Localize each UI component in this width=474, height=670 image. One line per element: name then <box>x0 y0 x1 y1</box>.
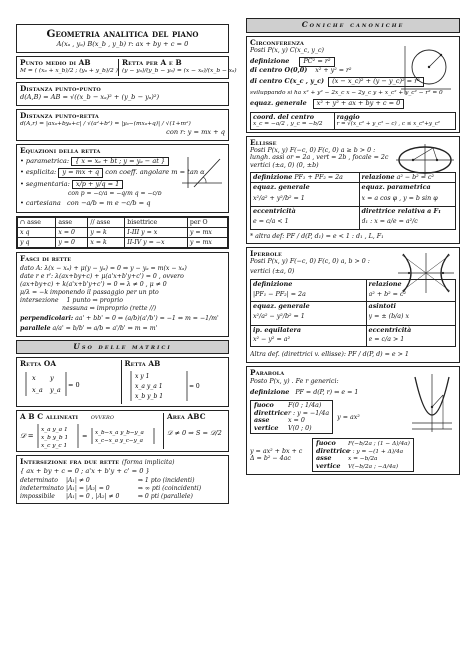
parabola-general-block <box>250 438 456 473</box>
segment-label: segmentaria: <box>25 179 70 188</box>
midpoint-title: Punto medio di AB <box>20 57 91 67</box>
case-result: ⇒ 0 pti (parallele) <box>137 492 193 500</box>
list-item <box>254 402 329 409</box>
pencil-line-4: μ/λ = −k imponendo il passaggio per un pto <box>20 288 159 296</box>
ellipse-note: * altra def: PF / d(P, d₁) = e < 1 : d₁ , L, F₁ <box>250 233 384 241</box>
hyperbola-ecc-label: eccentricità <box>368 325 412 334</box>
segment-formula: x/p + y/q = 1 <box>72 180 123 189</box>
hyperbola-asym-formula: y = ± (b/a) x <box>368 313 410 321</box>
table-row <box>18 227 228 237</box>
parabola-section <box>246 366 460 475</box>
circle-section <box>246 36 460 133</box>
parabola-prop-value: x = −b/2a <box>348 456 378 463</box>
table-cell: x = k <box>88 238 125 248</box>
table-row <box>251 112 456 129</box>
list-item <box>254 425 329 432</box>
line-types-header-cell: asse <box>56 217 88 227</box>
line-ab-matrix-title: Retta AB <box>124 359 161 369</box>
point-line-note: con r: y = mx + q <box>166 128 225 136</box>
collinear-matrix <box>20 422 160 450</box>
perpendicular-row <box>20 315 225 322</box>
ellipse-param-label: equaz. parametrica <box>361 183 431 192</box>
pencil-line-1: dato A: λ(x − xₐ) + μ(y − yₐ) = 0 ⇒ y − yₐ = m(x − xₐ) <box>20 264 187 272</box>
svg-text:= 0: = 0 <box>68 380 80 389</box>
ellipse-axes: lungh. assi or = 2a , vert = 2b , focale = 2c <box>250 154 389 162</box>
table-cell <box>366 325 455 347</box>
intersection-improper: nessuna ⇒ improprio (rette //) <box>62 305 157 313</box>
parabola-prop-label: direttrice <box>254 409 288 417</box>
svg-text:y: y <box>50 373 54 382</box>
ellipse-gen-label: equaz. generale <box>253 183 310 192</box>
segment-item: • segmentaria: x/p + y/q = 1 <box>20 180 225 189</box>
collinear-block <box>20 413 163 449</box>
hyperbola-figure <box>397 252 455 294</box>
intersection-row <box>20 297 225 304</box>
line-ab-matrix-block <box>121 360 226 404</box>
ellipse-def-label: definizione <box>253 172 293 181</box>
parabola-eq1: y = ax² <box>337 413 360 421</box>
midpoint-block <box>20 59 118 76</box>
line-types-header-row <box>18 217 228 227</box>
distance-title: Distanza punto-punto <box>20 83 101 93</box>
intersection-title-text: Intersezione fra due rette <box>20 457 120 467</box>
svg-text:=: = <box>82 431 88 440</box>
circle-general-row <box>250 99 456 108</box>
line-ab-block <box>118 59 237 76</box>
svg-text:x_b y_b 1: x_b y_b 1 <box>134 392 163 400</box>
explicit-note: con coeff. angolare m = tan α <box>105 168 205 177</box>
svg-text:x_a: x_a <box>32 385 43 394</box>
page-title: Geometria analitica del piano <box>46 28 199 40</box>
area-block <box>163 413 225 449</box>
table-cell <box>251 325 367 347</box>
line-matrix-section <box>16 357 229 407</box>
hyperbola-eq-formula: x² − y² = a² <box>253 335 290 343</box>
table-cell: y = k <box>88 227 125 237</box>
ellipse-ecc-label: eccentricità <box>253 206 296 215</box>
ellipse-figure <box>395 143 455 177</box>
table-cell <box>334 112 455 129</box>
svg-text:x: x <box>32 373 36 382</box>
intersection-label: intersezione <box>20 297 59 305</box>
line-equations-title: Equazioni della retta <box>20 145 101 155</box>
case-label: determinato <box>20 476 58 484</box>
line-oa-title: Retta OA <box>20 359 57 369</box>
circle-def-formula: PC² = r² <box>299 57 334 66</box>
parabola-general-eq <box>250 448 312 462</box>
hyperbola-def-label: definizione <box>253 280 293 289</box>
circle-expanded: sviluppando si ha x² + y² − 2x_c x − 2y_c y + x_c² + y_c² − r² = 0 <box>250 89 443 96</box>
intersection-section <box>16 455 229 503</box>
list-item <box>316 455 410 463</box>
hyperbola-ecc-formula: e = c/a > 1 <box>368 335 405 343</box>
point-line-formula: d(A,r) = |axₐ+byₐ+c| / √(a²+b²) = |yₐ−(mxₐ+q)| / √(1+m²) <box>20 121 191 128</box>
segment-note: con p = −c/a = −q/m q = −c/b <box>68 191 162 198</box>
svg-text:x_c−x_a y_c−y_a: x_c−x_a y_c−y_a <box>95 437 143 444</box>
hyperbola-note: Altra def. (direttrici v. ellisse): PF / d(P, d) = e > 1 <box>250 351 409 359</box>
table-cell <box>251 280 367 302</box>
table-cell <box>251 206 360 230</box>
list-item <box>20 477 225 484</box>
line-types-header-cell: ∩ asse <box>18 217 56 227</box>
table-cell: x q <box>18 227 56 237</box>
line-ab-matrix <box>125 369 215 403</box>
left-column <box>16 24 237 507</box>
parabola-prop-label: vertice <box>254 424 279 432</box>
circle-center-c-formula: (x − x_c)² + (y − y_c)² = r² <box>328 77 424 86</box>
svg-text:= 0: = 0 <box>188 382 200 390</box>
perpendicular-label: perpendicolari: <box>20 315 74 323</box>
case-label: impossibile <box>20 492 55 500</box>
svg-text:x_a y_a 1: x_a y_a 1 <box>134 382 163 390</box>
svg-text:y_a: y_a <box>50 385 61 394</box>
table-cell: x = 0 <box>56 227 88 237</box>
parabola-prop-label: asse <box>316 455 332 463</box>
parabola-prop-value: F(0 ; 1/4a) <box>288 402 322 410</box>
line-angle-figure <box>180 155 224 189</box>
svg-text:x_b y_b 1: x_b y_b 1 <box>41 434 69 441</box>
circle-figure <box>399 45 453 95</box>
svg-text:x_b−x_a y_b−y_a: x_b−x_a y_b−y_a <box>95 429 144 436</box>
case-label: indeterminato <box>20 484 64 492</box>
circle-general-label: equaz. generale <box>250 99 307 108</box>
distance-formula: d(A,B) = AB = √((x_b − xₐ)² + (y_b − yₐ)²) <box>20 94 160 102</box>
circle-center-c-label: di centro C(x_c , y_c) <box>250 77 325 86</box>
parametric-item: • parametrica: { x = xₐ + bt ; y = yₐ − at } <box>20 157 225 166</box>
ellipse-def-formula: PF₁ + PF₂ = 2a <box>294 173 343 181</box>
case-condition: |A₁| = |A₂| = 0 <box>65 484 110 492</box>
ellipse-section <box>246 136 460 244</box>
line-ab-title: Retta per A e B <box>121 57 182 67</box>
ellipse-dir-formula: d₁ : x = a/e = a²/c <box>361 218 418 226</box>
case-condition: |A₁| = 0 , |A₂| ≠ 0 <box>65 492 120 500</box>
table-cell: I-III y = x <box>125 227 188 237</box>
hyperbola-rel-label: relazione <box>368 280 402 289</box>
title-section <box>16 24 229 53</box>
line-types-table <box>17 217 228 248</box>
ellipse-title: Ellisse <box>250 137 277 147</box>
ellipse-dir-label: direttrice relativa a F₁ <box>361 206 441 215</box>
line-ab-formula: (y − yₐ)/(y_b − yₐ) = (x − xₐ)/(x_b − xₐ) <box>121 68 237 75</box>
hyperbola-section <box>246 247 460 364</box>
table-cell: II-IV y = −x <box>125 238 188 248</box>
circle-coord-formula: x_c = −a/2 , y_c = −b/2 <box>253 121 323 128</box>
collinear-or: ovvero <box>90 412 115 422</box>
parabola-prop-value: r : y = −1/4a <box>288 409 330 417</box>
collinear-section <box>16 410 229 452</box>
svg-text:x_a y_a 1: x_a y_a 1 <box>41 426 68 433</box>
matrix-header: Uso delle matrici <box>16 340 229 355</box>
parabola-delta: Δ = b² − 4ac <box>250 455 291 463</box>
ellipse-vertices: vertici (±a, 0) (0, ±b) <box>250 161 319 169</box>
parabola-prop-label: fuoco <box>254 402 274 410</box>
explicit-label: esplicita: <box>25 168 57 177</box>
table-cell: y = mx <box>187 238 227 248</box>
parabola-def-formula: PF = d(P, r) ⇔ e = 1 <box>295 389 359 397</box>
line-types-table-section <box>16 216 229 249</box>
hyperbola-gen-formula: x²/a² − y²/b² = 1 <box>253 313 305 321</box>
table-row <box>251 325 456 347</box>
pencil-section <box>16 252 229 336</box>
parabola-prop-value: V(−b/2a ; −Δ/4a) <box>348 463 399 470</box>
list-item <box>254 410 329 417</box>
hyperbola-eq-label: ip. equilatera <box>253 325 302 334</box>
parabola-prop-value: V(0 ; 0) <box>288 424 312 432</box>
ellipse-table <box>250 172 456 231</box>
perpendicular-formula: aa' + bb' = 0 ⇔ (a/b)(a'/b') = −1 ⇔ m = −1/m' <box>75 315 219 323</box>
intersection-title <box>20 458 225 467</box>
list-item <box>20 485 225 492</box>
cartesian-note: con −a/b = m e −c/b = q <box>66 200 151 208</box>
line-oa-matrix <box>20 369 80 399</box>
point-line-title: Distanza punto-retta <box>20 110 99 120</box>
collinear-title <box>20 413 163 421</box>
table-cell <box>251 172 360 182</box>
list-item <box>20 493 225 500</box>
parallel-label: parallele <box>20 325 51 333</box>
points-definition: A(xₐ , yₐ) B(x_b , y_b) r: ax + by + c = 0 <box>56 41 189 49</box>
table-row <box>18 238 228 248</box>
hyperbola-def-formula: |PF₁ − PF₂| = 2a <box>253 290 306 298</box>
distance-section <box>16 82 229 106</box>
parabola-prop-label: fuoco <box>316 439 336 447</box>
circle-title: Circonferenza <box>250 37 304 47</box>
list-item <box>254 417 329 424</box>
case-result: ⇒ ∞ pti (coincidenti) <box>137 484 202 492</box>
circle-center-o-formula: x² + y² = r² <box>315 66 352 74</box>
parametric-label: parametrica: <box>25 156 70 165</box>
case-result: ⇒ 1 pto (incidenti) <box>137 476 195 484</box>
parabola-prop-value: x = 0 <box>288 417 305 425</box>
list-item <box>316 448 410 456</box>
line-oa-block <box>20 360 121 404</box>
explicit-item: • esplicita: y = mx + q con coeff. angolare m = tan α <box>20 168 205 177</box>
right-column <box>246 18 460 478</box>
intersection-proper: 1 punto ⇒ proprio <box>66 297 123 305</box>
explicit-formula: y = mx + q <box>58 168 103 177</box>
hyperbola-given: Posti P(x, y) F(−c, 0) F(c, 0) a, b > 0 : <box>250 257 370 265</box>
table-cell: y q <box>18 238 56 248</box>
hyperbola-gen-label: equaz. generale <box>253 302 310 311</box>
svg-text:x y 1: x y 1 <box>134 372 149 380</box>
table-cell <box>359 183 455 207</box>
list-item <box>316 463 410 471</box>
ellipse-gen-formula: x²/a² + y²/b² = 1 <box>253 194 305 202</box>
ellipse-ecc-formula: e = c/a < 1 <box>253 218 289 226</box>
table-row <box>251 206 456 230</box>
table-row <box>251 302 456 326</box>
parabola-simple-table <box>250 400 333 433</box>
table-cell: y = 0 <box>56 238 88 248</box>
table-cell <box>366 302 455 326</box>
collinear-label: A B C allineati <box>20 412 79 422</box>
parabola-prop-label: direttrice <box>316 447 350 455</box>
line-types-header-cell: per O <box>187 217 227 227</box>
hyperbola-title: Iperbole <box>250 248 282 258</box>
circle-radius-formula: r = √(x_c² + y_c² − c) , c ≤ x_c²+y_c² <box>336 121 440 128</box>
hyperbola-vertices: vertici (±a, 0) <box>250 268 295 276</box>
circle-def-label: definizione <box>250 57 290 66</box>
parabola-def-label: definizione <box>250 389 290 397</box>
circle-coord-label: coord. del centro <box>253 112 315 121</box>
circle-radius-label: raggio <box>336 112 360 121</box>
area-title: Area ABC <box>167 412 206 422</box>
circle-general-formula: x² + y² + ax + by + c = 0 <box>313 99 405 108</box>
parabola-figure <box>411 373 453 433</box>
conics-header: Coniche canoniche <box>246 18 460 33</box>
point-line-distance-section <box>16 109 229 141</box>
line-equations-section <box>16 144 229 213</box>
ellipse-param-formula: x = a cos φ , y = b sin φ <box>361 194 438 202</box>
cartesian-label: cartesiana <box>25 200 61 208</box>
parabola-prop-value: r : y = −(1 + Δ)/4a <box>348 448 404 455</box>
line-types-header-cell: // asse <box>88 217 125 227</box>
intersection-cases <box>20 477 225 500</box>
parabola-given: Posto P(x, y) . Fe r generici: <box>250 377 339 385</box>
parallel-formula: a/a' = b/b' ⇔ a/b = a'/b' ⇔ m = m' <box>52 325 158 333</box>
cartesian-item: • cartesiana con −a/b = m e −c/b = q <box>20 200 151 208</box>
parallel-row <box>20 325 225 332</box>
svg-text:x_c y_c 1: x_c y_c 1 <box>41 442 68 449</box>
intersection-form: (forma implicita) <box>121 459 175 467</box>
hyperbola-asym-label: asintoti <box>368 302 396 311</box>
table-cell <box>251 112 335 129</box>
pencil-line-3: (ax+by+c) + k(a'x+b'y+c') = 0 ⇔ λ ≠ 0 , μ ≠ 0 <box>20 280 167 288</box>
table-cell: y = mx <box>187 227 227 237</box>
midpoint-and-line-section <box>16 56 237 79</box>
parabola-eq2: y = ax² + bx + c <box>250 447 303 455</box>
pencil-line-2: date r e r': λ(ax+by+c) + μ(a'x+b'y+c') = 0 , ovvero <box>20 272 184 280</box>
area-formula: 𝒟 ≠ 0 ⇒ S = 𝒟/2 <box>167 429 222 437</box>
circle-center-o-label: di centro O(0,0) <box>250 66 308 74</box>
circle-center-radius-table <box>250 112 456 130</box>
table-row <box>251 183 456 207</box>
case-condition: |A₁| ≠ 0 <box>65 476 90 484</box>
svg-text:𝒟 =: 𝒟 = <box>20 431 34 440</box>
parabola-title: Parabola <box>250 368 285 378</box>
parabola-prop-label: asse <box>254 417 270 425</box>
ellipse-rel-formula: a² − b² = c² <box>396 173 435 181</box>
midpoint-formula: M = ( (xₐ + x_b)/2 ; (yₐ + y_b)/2 ) <box>20 68 118 75</box>
ellipse-rel-label: relazione <box>361 172 395 181</box>
parabola-prop-label: vertice <box>316 462 341 470</box>
parabola-general-table <box>312 438 414 473</box>
circle-given: Posti P(x, y) C(x_c, y_c) <box>250 47 325 55</box>
table-cell <box>251 183 360 207</box>
pencil-title: Fasci di rette <box>20 254 72 264</box>
parametric-formula: { x = xₐ + bt ; y = yₐ − at } <box>71 157 169 166</box>
hyperbola-rel-formula: a² + b² = c² <box>368 290 406 298</box>
table-cell <box>359 206 455 230</box>
intersection-system: { ax + by + c = 0 ; a'x + b'y + c' = 0 } <box>20 468 150 476</box>
parabola-prop-value: F(−b/2a ; (1 − Δ)/4a) <box>348 440 410 447</box>
ellipse-given: Posti P(x, y) F(−c, 0) F(c, 0) a ≥ b > 0 : <box>250 147 376 155</box>
list-item <box>316 440 410 448</box>
line-types-header-cell: bisettrice <box>125 217 188 227</box>
table-cell <box>251 302 367 326</box>
